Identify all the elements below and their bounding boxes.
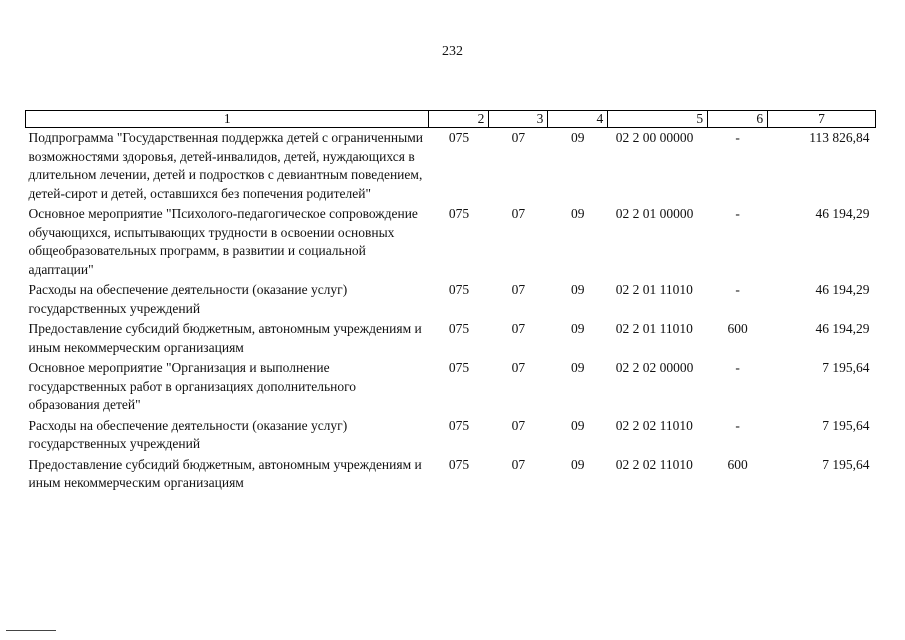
row-amount: 7 195,64: [822, 360, 870, 375]
table-row: [26, 358, 876, 416]
row-name: Основное мероприятие "Организация и выполнение государственных работ в организациях дополнительного образования детей": [28, 360, 357, 412]
row-target: 02 2 01 11010: [615, 282, 693, 297]
row-expense-type: -: [735, 130, 740, 145]
row-expense-type: 600: [727, 321, 748, 336]
row-section: 07: [511, 282, 526, 297]
row-section: 07: [511, 206, 526, 221]
row-expense-type: 600: [727, 456, 748, 472]
row-ministry: 075: [448, 360, 470, 375]
row-section: 07: [511, 130, 526, 145]
row-ministry: 075: [448, 321, 470, 336]
column-header-expense-type: 6: [708, 111, 768, 128]
row-ministry: 075: [448, 456, 470, 472]
row-amount: 46 194,29: [815, 206, 870, 221]
row-expense-type: -: [735, 360, 740, 375]
row-ministry: 075: [448, 130, 470, 145]
row-target: 02 2 01 11010: [615, 321, 693, 336]
column-header-ministry: 2: [429, 111, 489, 128]
row-subsection: 09: [571, 282, 585, 297]
row-subsection: 09: [571, 417, 585, 433]
row-subsection: 09: [571, 321, 585, 336]
row-section: 07: [511, 456, 526, 472]
table-header-row: [26, 111, 876, 128]
row-ministry: 075: [448, 282, 470, 297]
row-section: 07: [511, 360, 526, 375]
row-target: 02 2 02 00000: [615, 360, 694, 375]
row-expense-type: -: [735, 282, 740, 297]
row-name: Расходы на обеспечение деятельности (оказание услуг) государственных учреждений: [28, 282, 348, 316]
table-row: [26, 128, 876, 205]
row-target: 02 2 00 00000: [615, 130, 694, 145]
row-subsection: 09: [571, 206, 585, 221]
row-section: 07: [511, 321, 526, 336]
row-ministry: 075: [448, 417, 470, 433]
row-amount: 7 195,64: [822, 456, 870, 472]
column-header-target: 5: [608, 111, 708, 128]
table-row: [26, 455, 876, 494]
row-ministry: 075: [448, 206, 470, 221]
table-row: [26, 280, 876, 319]
row-expense-type: -: [735, 206, 740, 221]
column-header-subsection: 4: [548, 111, 608, 128]
row-name: Предоставление субсидий бюджетным, автономным учреждениям и иным некоммерческим организациям: [28, 321, 422, 355]
table-row: [26, 416, 876, 455]
row-target: 02 2 02 11010: [615, 417, 693, 433]
column-header-amount: 7: [768, 111, 876, 128]
row-amount: 113 826,84: [809, 130, 870, 145]
column-header-name: 1: [26, 111, 429, 128]
row-subsection: 09: [571, 130, 585, 145]
row-target: 02 2 02 11010: [615, 456, 693, 472]
table-row: [26, 204, 876, 280]
column-header-section: 3: [489, 111, 548, 128]
row-section: 07: [511, 417, 526, 433]
row-name: Подпрограмма "Государственная поддержка детей с ограниченными возможностями здоровья, детей-инвалидов, детей, нуждающихся в длительном лечении, детей и подростков с девиантным поведением, детей-сирот и детей, оставшихся без попечения родителей": [28, 130, 423, 201]
row-name: Основное мероприятие "Психолого-педагогическое сопровождение обучающихся, испытывающих трудности в освоении основных общеобразовательных программ, в развитии и социальной адаптации": [28, 206, 418, 277]
budget-table: [25, 110, 876, 494]
row-name: Предоставление субсидий бюджетным, автономным учреждениям и иным некоммерческим организациям: [28, 456, 422, 490]
row-target: 02 2 01 00000: [615, 206, 694, 221]
row-subsection: 09: [571, 360, 585, 375]
row-amount: 46 194,29: [815, 321, 870, 336]
page-number: 232: [442, 44, 463, 59]
row-expense-type: -: [735, 417, 740, 433]
row-amount: 46 194,29: [815, 282, 870, 297]
table-row: [26, 319, 876, 358]
row-amount: 7 195,64: [822, 417, 870, 433]
footer-divider: [6, 630, 56, 631]
row-subsection: 09: [571, 456, 585, 472]
row-name: Расходы на обеспечение деятельности (оказание услуг) государственных учреждений: [28, 417, 348, 451]
